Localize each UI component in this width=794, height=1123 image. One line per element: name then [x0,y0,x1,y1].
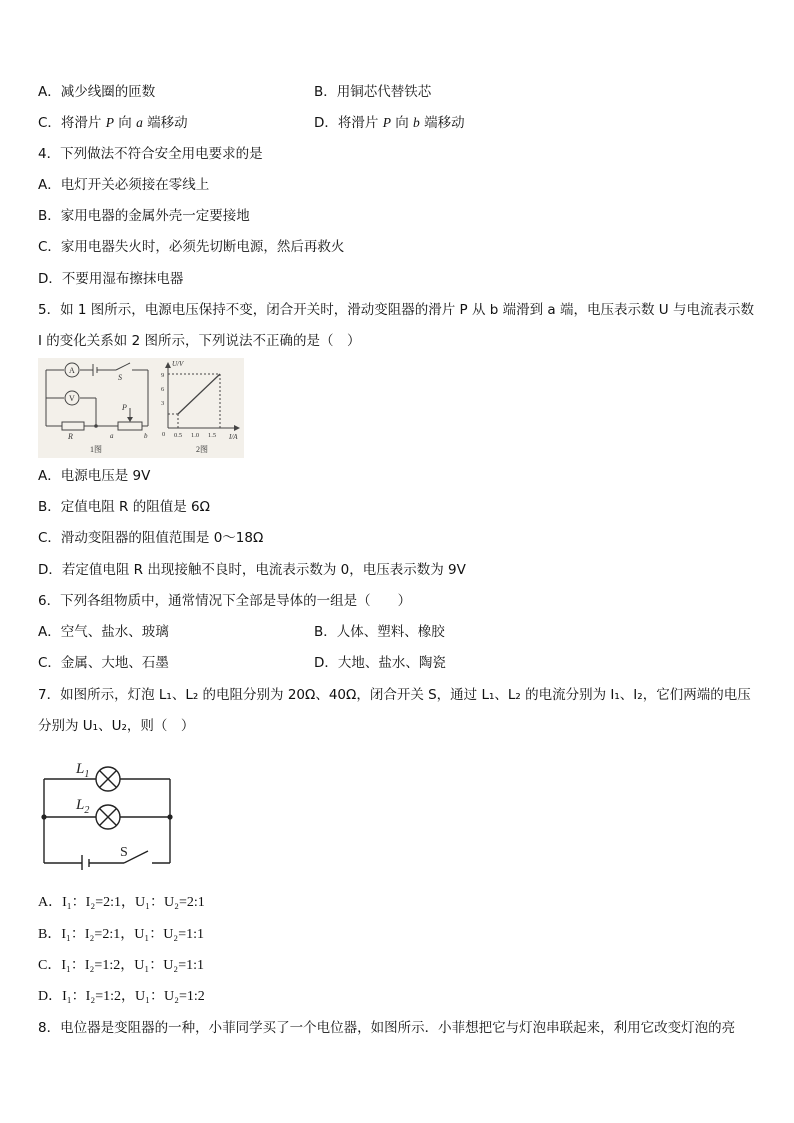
end-a-label: a [110,432,114,440]
graph-y-axis-label: U/V [172,360,184,368]
q5-option-c: C．滑动变阻器的阻值范围是 0～18Ω [38,530,264,546]
lamp-l2-icon [96,805,120,829]
q7-stem-line2: 分别为 U₁、U₂，则（ ） [38,718,195,734]
q3-option-b: B．用铜芯代替铁芯 [314,84,432,100]
q3-option-c: C．将滑片 P 向 a 端移动 [38,115,188,131]
ytick-6: 6 [161,386,165,393]
ammeter-label: A [69,366,75,375]
q5-option-a: A．电源电压是 9V [38,468,151,484]
junction-right-icon [167,814,172,819]
q4-stem: 4．下列做法不符合安全用电要求的是 [38,146,263,162]
fig2-caption: 2图 [196,445,208,454]
q7-option-c: C．I₁：I₂=1:2，U₁：U₂=1:1 [38,958,204,973]
q4-option-c: C．家用电器失火时，必须先切断电源，然后再救火 [38,239,345,255]
q4-option-d: D．不要用湿布擦抹电器 [38,271,184,287]
q7-option-b: B．I₁：I₂=2:1，U₁：U₂=1:1 [38,927,204,942]
q6-option-a: A．空气、盐水、玻璃 [38,624,169,640]
switch-label: S [118,373,122,382]
q4-option-a: A．电灯开关必须接在零线上 [38,177,210,193]
q5-option-d: D．若定值电阻 R 出现接触不良时，电流表示数为 0，电压表示数为 9V [38,562,466,578]
resistor-label: R [68,432,73,441]
end-b-label: b [144,432,148,440]
q6-stem: 6．下列各组物质中，通常情况下全部是导体的一组是（ ） [38,593,412,609]
q5-stem-line2: I 的变化关系如 2 图所示，下列说法不正确的是（ ） [38,333,361,349]
q8-stem-line1: 8．电位器是变阻器的一种，小菲同学买了一个电位器，如图所示．小菲想把它与灯泡串联起来，利用它改变灯泡的亮 [38,1020,736,1036]
q7-option-a: A．I₁：I₂=2:1，U₁：U₂=2:1 [38,895,205,910]
q5-figure [38,358,244,458]
q7-option-d: D．I₁：I₂=1:2，U₁：U₂=1:2 [38,989,205,1004]
slider-label: P [122,403,127,412]
lamp-l1-icon [96,767,120,791]
voltmeter-label: V [69,394,75,403]
lamp-l1-label: $L_1$ [76,761,90,780]
q6-option-c: C．金属、大地、石墨 [38,655,169,671]
q5-stem-line1: 5．如 1 图所示，电源电压保持不变，闭合开关时，滑动变阻器的滑片 P 从 b 端滑到 a 端，电压表示数 U 与电流表示数 [38,302,754,318]
ytick-0: 0 [162,431,166,438]
q6-option-d: D．大地、盐水、陶瓷 [314,655,446,671]
lamp-l2-label: $L_2$ [76,797,90,816]
fig1-caption: 1图 [90,445,102,454]
ytick-3: 3 [161,400,165,407]
junction-left-icon [41,814,46,819]
q6-option-b: B．人体、塑料、橡胶 [314,624,445,640]
q5-option-b: B．定值电阻 R 的阻值是 6Ω [38,499,210,515]
xtick-1-5: 1.5 [208,432,217,439]
q3-option-d: D．将滑片 P 向 b 端移动 [314,115,465,131]
ytick-9: 9 [161,372,165,379]
switch-s-label: S [120,845,128,860]
xtick-1-0: 1.0 [191,432,200,439]
q7-circuit-diagram [36,755,186,870]
graph-x-axis-label: I/A [229,433,238,441]
q4-option-b: B．家用电器的金属外壳一定要接地 [38,208,250,224]
q3-option-a: A．减少线圈的匝数 [38,84,156,100]
xtick-0-5: 0.5 [174,432,183,439]
q7-stem-line1: 7．如图所示，灯泡 L₁、L₂ 的电阻分别为 20Ω、40Ω，闭合开关 S，通过 L₁、L₂ 的电流分别为 I₁、I₂，它们两端的电压 [38,687,751,703]
